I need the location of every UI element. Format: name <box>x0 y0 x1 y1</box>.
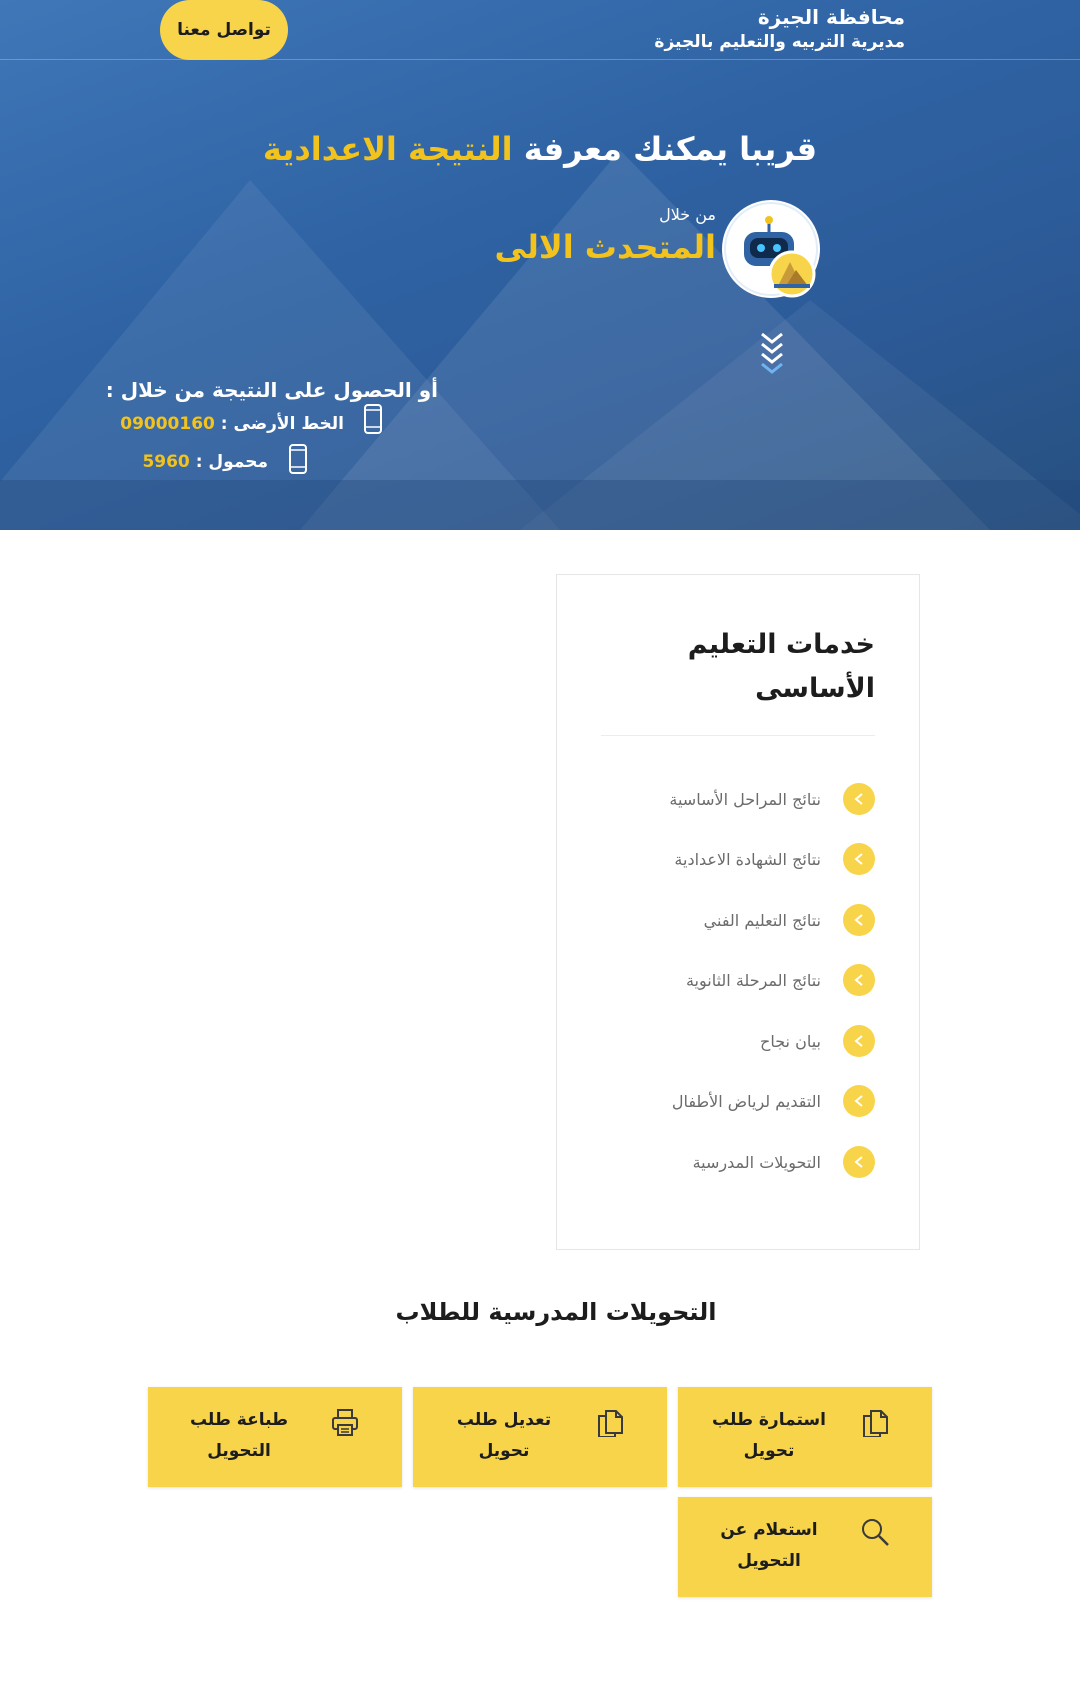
transfer-inquiry-button[interactable] <box>678 1497 932 1597</box>
headline-highlight: النتيجة الاعدادية <box>262 130 513 168</box>
alternative-methods-title: أو الحصول على النتيجة من خلال : <box>105 378 438 402</box>
service-item-kindergarten-application[interactable] <box>599 1083 875 1119</box>
edit-transfer-request-button[interactable] <box>413 1387 667 1487</box>
chevron-left-icon <box>843 964 875 996</box>
top-bar <box>0 0 1080 60</box>
service-item-label: نتائج المراحل الأساسية <box>669 789 821 809</box>
chevron-left-icon <box>843 1146 875 1178</box>
card-divider <box>601 735 875 736</box>
document-icon <box>595 1407 625 1437</box>
robot-icon <box>722 200 820 298</box>
service-item-technical-results[interactable] <box>599 902 875 938</box>
chevron-left-icon <box>843 904 875 936</box>
service-item-success-statement[interactable] <box>599 1023 875 1059</box>
chevron-left-icon <box>843 1025 875 1057</box>
print-transfer-request-button[interactable] <box>148 1387 402 1487</box>
tile-label <box>704 1515 834 1577</box>
service-item-label: نتائج التعليم الفني <box>703 910 821 930</box>
tile-label-line2: التحويل <box>207 1441 271 1461</box>
directorate-name: مديرية التربيه والتعليم بالجيزة <box>654 32 905 52</box>
tile-label-line2: تحويل <box>478 1441 530 1461</box>
service-item-secondary-results[interactable] <box>599 962 875 998</box>
tile-label <box>439 1405 569 1467</box>
mobile-row <box>142 452 268 472</box>
printer-icon <box>330 1407 360 1437</box>
tile-label-line2: التحويل <box>737 1551 801 1571</box>
scroll-down-chevrons-icon[interactable] <box>758 330 786 374</box>
chatbot-avatar[interactable] <box>722 200 820 298</box>
service-item-label: نتائج المرحلة الثانوية <box>685 970 821 990</box>
landline-phone-icon <box>363 404 383 434</box>
transfer-request-form-button[interactable] <box>678 1387 932 1487</box>
school-transfers-title: التحويلات المدرسية للطلاب <box>395 1298 717 1326</box>
landline-label: الخط الأرضى : <box>220 414 344 434</box>
service-item-school-transfers[interactable] <box>599 1144 875 1180</box>
document-icon <box>860 1407 890 1437</box>
governorate-name: محافظة الجيزة <box>757 5 905 29</box>
hero-headline <box>0 130 1080 168</box>
landline-row <box>120 414 344 434</box>
service-item-preparatory-results[interactable] <box>599 841 875 877</box>
tile-label-line2: تحويل <box>743 1441 795 1461</box>
service-item-label: التحويلات المدرسية <box>692 1152 821 1172</box>
landline-number: 09000160 <box>120 414 215 434</box>
tile-label-line1: استمارة طلب <box>712 1410 826 1430</box>
mobile-label: محمول : <box>195 452 268 472</box>
mobile-number: 5960 <box>142 452 190 472</box>
organization-name <box>654 4 905 54</box>
search-icon <box>860 1517 890 1547</box>
mobile-phone-icon <box>288 444 308 474</box>
headline-text: قريبا يمكنك معرفة <box>523 130 818 168</box>
chevron-left-icon <box>843 1085 875 1117</box>
tile-label-line1: طباعة طلب <box>189 1410 289 1430</box>
tile-label <box>704 1405 834 1467</box>
chevron-left-icon <box>843 843 875 875</box>
hero-banner <box>0 0 1080 530</box>
chevron-left-icon <box>843 783 875 815</box>
services-card-title: خدمات التعليم الأساسى <box>687 629 875 704</box>
service-item-basic-stages-results[interactable] <box>599 781 875 817</box>
basic-education-services-card <box>556 574 920 1250</box>
chatbot-name[interactable]: المتحدث الالى <box>494 228 716 266</box>
service-item-label: التقديم لرياض الأطفال <box>671 1091 821 1111</box>
contact-us-button[interactable]: تواصل معنا <box>160 0 288 60</box>
tile-label-line1: تعديل طلب <box>456 1410 552 1430</box>
tile-label-line1: استعلام عن <box>720 1520 818 1540</box>
service-item-label: بيان نجاح <box>760 1031 821 1051</box>
tile-label <box>174 1405 304 1467</box>
service-item-label: نتائج الشهادة الاعدادية <box>674 849 821 869</box>
chatbot-prefix: من خلال <box>659 205 716 224</box>
